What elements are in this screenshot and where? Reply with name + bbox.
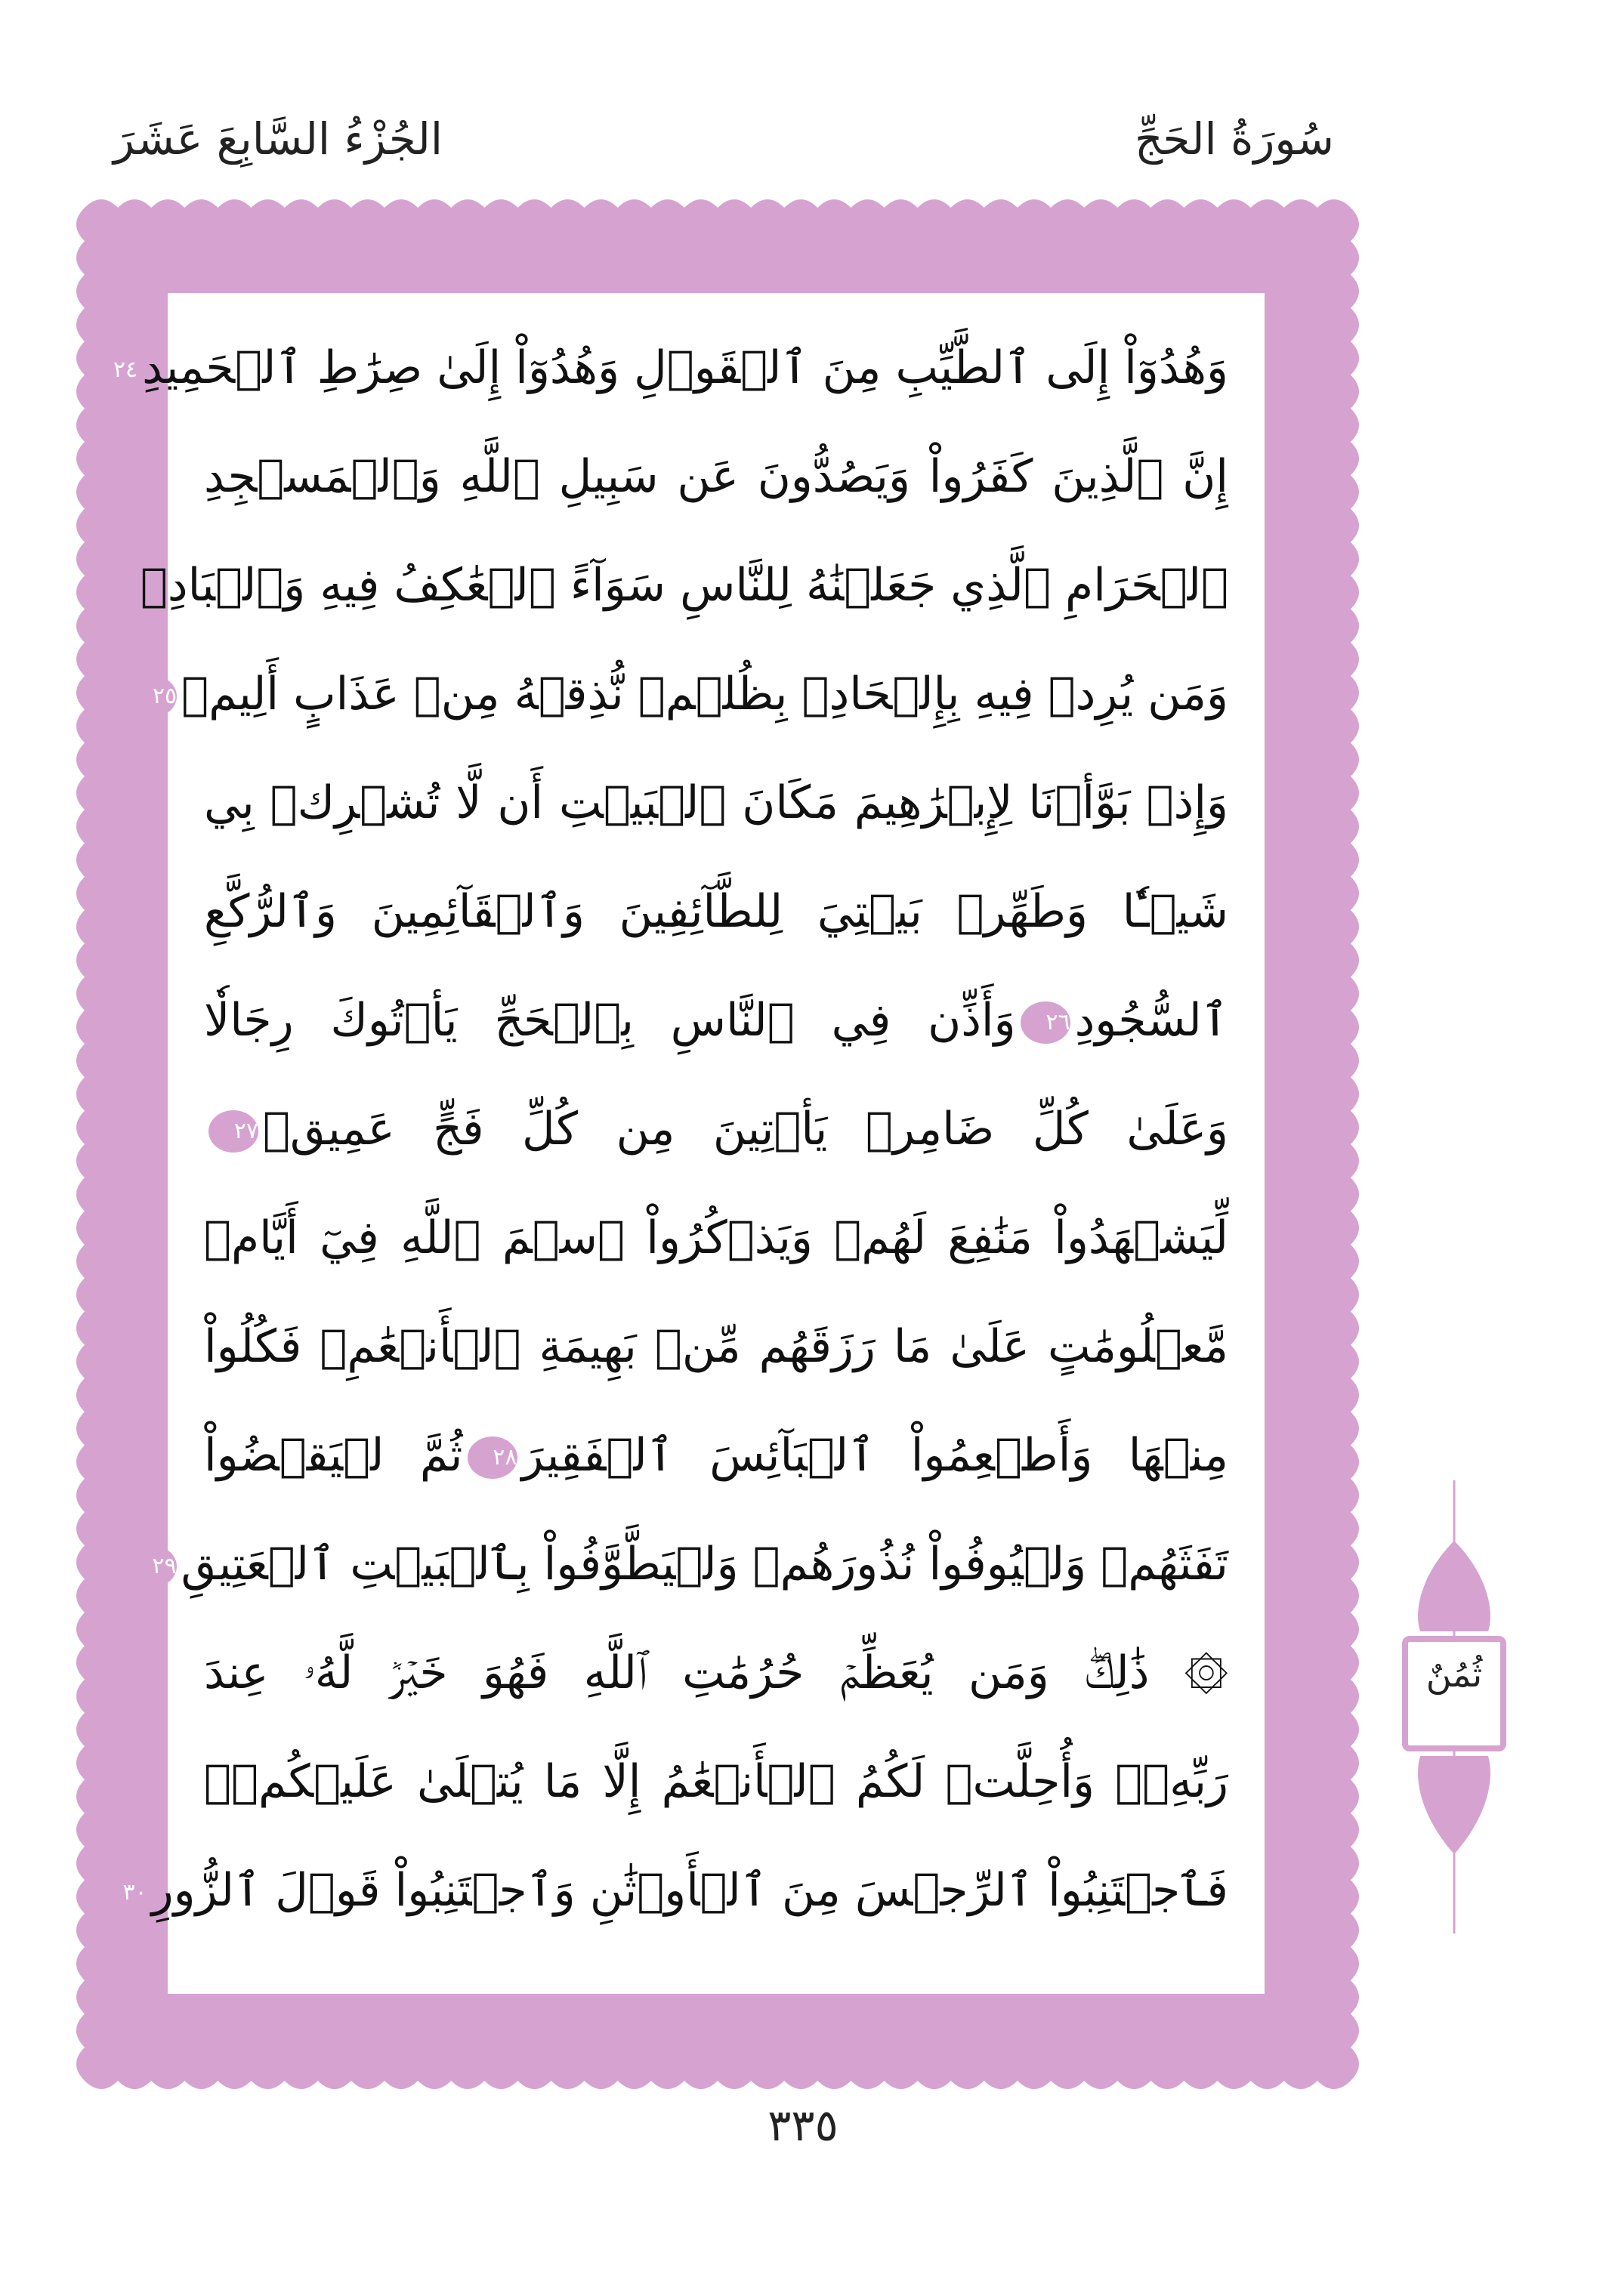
verse-line bbox=[122, 1836, 1228, 1945]
verse-line bbox=[204, 1619, 1228, 1727]
ayah-number-marker: ٢٥ bbox=[127, 675, 177, 718]
verse-text: وَهُدُوٓاْ إِلَى ٱلطَّيِّبِ مِنَ ٱلۡقَوۡلِ وَهُدُوٓاْ إِلَىٰ صِرَٰطِ ٱلۡحَمِيدِ bbox=[142, 341, 1228, 394]
verse-text: فَٱجۡتَنِبُواْ ٱلرِّجۡسَ مِنَ ٱلۡأَوۡثَٰنِ وَٱجۡتَنِبُواْ قَوۡلَ ٱلزُّورِ bbox=[151, 1864, 1228, 1917]
verse-text: إِنَّ ٱلَّذِينَ كَفَرُواْ وَيَصُدُّونَ عَن سَبِيلِ ٱللَّهِ وَٱلۡمَسۡجِدِ bbox=[204, 450, 1228, 503]
verse-line bbox=[204, 857, 1228, 966]
verse-line bbox=[204, 1292, 1228, 1401]
ayah-number-marker: ٢٨ bbox=[468, 1437, 517, 1479]
verse-block bbox=[113, 313, 1228, 1945]
eighth-marker-label: ثُمُنٌ bbox=[1425, 1654, 1483, 1695]
verse-text: وَإِذۡ بَوَّأۡنَا لِإِبۡرَٰهِيمَ مَكَانَ ٱلۡبَيۡتِ أَن لَّا تُشۡرِكۡ بِي bbox=[204, 776, 1228, 829]
verse-line bbox=[140, 531, 1228, 640]
verse-line bbox=[152, 640, 1228, 748]
surah-name-header: سُورَةُ الحَجِّ bbox=[1134, 113, 1334, 165]
verse-text: مَّعۡلُومَٰتٍ عَلَىٰ مَا رَزَقَهُم مِّنۢ بَهِيمَةِ ٱلۡأَنۡعَٰمِۖ فَكُلُواْ bbox=[204, 1320, 1228, 1373]
verse-line bbox=[204, 748, 1228, 857]
verse-text: ٱلسُّجُودِ bbox=[1074, 994, 1228, 1047]
verse-text: ثُمَّ لۡيَقۡضُواْ bbox=[204, 1429, 463, 1482]
ayah-number-marker: ٢٧ bbox=[208, 1110, 258, 1153]
page-number: ٣٣٥ bbox=[767, 2100, 839, 2151]
verse-line bbox=[204, 1727, 1228, 1836]
ayah-number-marker: ٢٩ bbox=[127, 1545, 177, 1588]
verse-text: شَيۡـٔٗا وَطَهِّرۡ بَيۡتِيَ لِلطَّآئِفِينَ وَٱلۡقَآئِمِينَ وَٱلرُّكَّعِ bbox=[204, 885, 1228, 938]
verse-line bbox=[204, 1075, 1228, 1183]
ayah-number-marker: ٣٠ bbox=[97, 1872, 147, 1914]
ayah-number-marker: ٢٤ bbox=[88, 349, 137, 391]
verse-text: لِّيَشۡهَدُواْ مَنَٰفِعَ لَهُمۡ وَيَذۡكُرُواْ ٱسۡمَ ٱللَّهِ فِيٓ أَيَّامٖ bbox=[204, 1211, 1228, 1264]
verse-text: وَمَن يُرِدۡ فِيهِ بِإِلۡحَادِۭ بِظُلۡمٖ نُّذِقۡهُ مِنۡ عَذَابٍ أَلِيمٖ bbox=[181, 668, 1228, 721]
verse-text: ٱلۡحَرَامِ ٱلَّذِي جَعَلۡنَٰهُ لِلنَّاسِ سَوَآءً ٱلۡعَٰكِفُ فِيهِ وَٱلۡبَادِۚ bbox=[140, 559, 1228, 612]
verse-line bbox=[204, 966, 1228, 1075]
verse-text: رَبِّهِۦۗ وَأُحِلَّتۡ لَكُمُ ٱلۡأَنۡعَٰمُ إِلَّا مَا يُتۡلَىٰ عَلَيۡكُمۡۖ bbox=[204, 1755, 1228, 1808]
verse-text: مِنۡهَا وَأَطۡعِمُواْ ٱلۡبَآئِسَ ٱلۡفَقِيرَ bbox=[521, 1429, 1228, 1482]
verse-line bbox=[204, 1401, 1228, 1510]
juz-name-header: الجُزْءُ السَّابِعَ عَشَرَ bbox=[113, 113, 443, 165]
verse-line bbox=[113, 313, 1228, 422]
verse-line bbox=[152, 1510, 1228, 1619]
eighth-marker-ornament bbox=[1390, 1480, 1518, 1933]
verse-line bbox=[204, 1183, 1228, 1292]
verse-line bbox=[204, 422, 1228, 531]
verse-text: وَعَلَىٰ كُلِّ ضَامِرٖ يَأۡتِينَ مِن كُلِّ فَجٍّ عَمِيقٖ bbox=[263, 1103, 1228, 1156]
ayah-number-marker: ٢٦ bbox=[1021, 1001, 1070, 1044]
verse-text: وَأَذِّن فِي ٱلنَّاسِ بِٱلۡحَجِّ يَأۡتُوكَ رِجَالٗا bbox=[204, 994, 1016, 1047]
verse-text: تَفَثَهُمۡ وَلۡيُوفُواْ نُذُورَهُمۡ وَلۡيَطَّوَّفُواْ بِٱلۡبَيۡتِ ٱلۡعَتِيقِ bbox=[181, 1538, 1228, 1591]
verse-text: ۞ ذَٰلِكَۖ وَمَن يُعَظِّمۡ حُرُمَٰتِ ٱللَّهِ فَهُوَ خَيۡرٞ لَّهُۥ عِندَ bbox=[204, 1646, 1228, 1699]
